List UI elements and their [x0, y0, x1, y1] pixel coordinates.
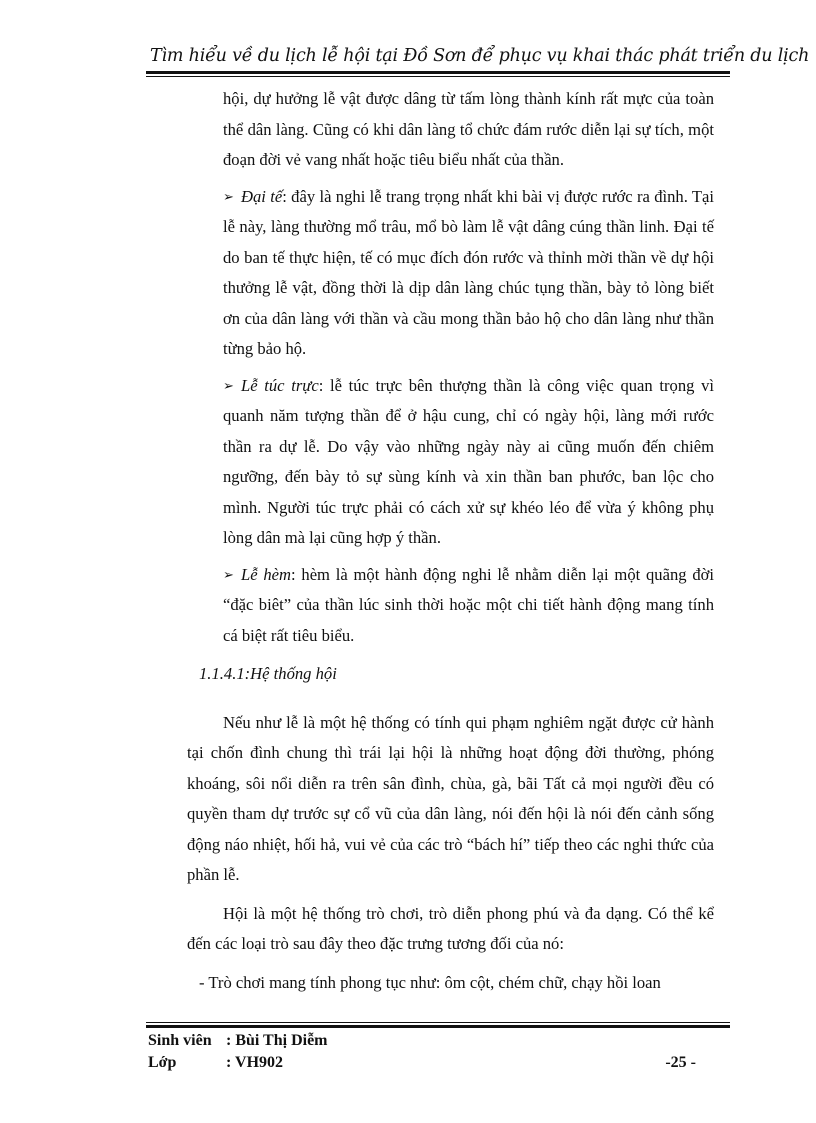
- student-row: [148, 1030, 696, 1052]
- bullet-le-tuc-truc: [187, 371, 714, 554]
- class-label: Lớp: [148, 1054, 177, 1071]
- arrow-bullet-icon: ➢: [223, 566, 234, 582]
- header-rule-thick: [146, 71, 730, 74]
- student-label: Sinh viên: [148, 1032, 212, 1049]
- bullet-term: Đại tế: [241, 186, 283, 206]
- section-heading: 1.1.4.1:Hệ thống hội: [199, 664, 337, 683]
- paragraph: Hội là một hệ thống trò chơi, trò diễn phong phú và đa dạng. Có thể kể đến các loại trò sau đây theo đặc trưng tương đối của nó:: [187, 903, 714, 953]
- bullet-term: Lễ hèm: [241, 564, 292, 584]
- footer-info: [148, 1030, 696, 1074]
- header-rule-thin: [146, 76, 730, 77]
- bullet-text: : hèm là một hành động nghi lễ nhằm diễn lại một quãng đời “đặc biêt” của thần lúc sinh thời hoặc một chi tiết hành động mang tính cá biệt rất tiêu biểu.: [223, 564, 714, 645]
- bullet-le-hem: [187, 560, 714, 652]
- bullet-text: : đây là nghi lễ trang trọng nhất khi bài vị được rước ra đình. Tại lễ này, làng thường mổ trâu, mổ bò làm lễ vật dâng cúng thần linh. Đại tế do ban tế thực hiện, tế có mục đích đón rước và thỉnh mời thần về dự hội thưởng lễ vật, đồng thời là dịp dân làng chúc tụng thần, bày tỏ lòng biết ơn của dân làng với thần và cầu mong thần bảo hộ cho dân làng như thần từng bảo hộ.: [223, 186, 714, 358]
- arrow-bullet-icon: ➢: [223, 377, 234, 393]
- intro-paragraph: hội, dự hưởng lễ vật được dâng từ tấm lòng thành kính rất mực của toàn thể dân làng. Cũng có khi dân làng tổ chức đám rước diễn lại sự tích, một đoạn đời vẻ vang nhất hoặc tiêu biểu nhất của thần.: [223, 89, 714, 169]
- bullet-dai-te: [187, 182, 714, 365]
- bullet-text: : lễ túc trực bên thượng thần là công việc quan trọng vì quanh năm tượng thần để ở hậu cung, chỉ có ngày hội, làng mới rước thần ra dự lễ. Do vậy vào những ngày này ai cũng muốn đến chiêm ngưỡng, đến bày tỏ sự sùng kính và xin thần ban phước, ban lộc cho mình. Người túc trực phải có cách xử sự khéo léo để vừa ý không phụ lòng dân mà lại cũng hợp ý thần.: [223, 375, 714, 547]
- class-row: [148, 1052, 696, 1074]
- bullet-term: Lễ túc trực: [241, 375, 319, 395]
- header-title: Tìm hiểu về du lịch lễ hội tại Đồ Sơn để phục vụ khai thác phát triển du lịch: [150, 46, 810, 66]
- arrow-bullet-icon: ➢: [223, 188, 234, 204]
- page-number: -25 -: [665, 1054, 696, 1071]
- list-item: - Trò chơi mang tính phong tục như: ôm cột, chém chữ, chạy hồi loan: [199, 972, 661, 992]
- student-name: : Bùi Thị Diễm: [226, 1032, 328, 1049]
- page-body: [187, 84, 714, 998]
- footer-rule-thick: [146, 1025, 730, 1028]
- footer-rule-thin: [146, 1022, 730, 1023]
- paragraph: Nếu như lễ là một hệ thống có tính qui phạm nghiêm ngặt được cử hành tại chốn đình chung thì trái lại hội là những hoạt động đời thường, phóng khoáng, sôi nổi diễn ra trên sân đình, chùa, gà, bãi Tất cả mọi người đều có quyền tham dự trước sự cổ vũ của dân làng, nói đến hội là nói đến cảnh sống động náo nhiệt, hối hả, vui vẻ của các trò “bách hí” tiếp theo các nghi thức của phần lễ.: [187, 712, 714, 884]
- class-value: : VH902: [226, 1054, 284, 1071]
